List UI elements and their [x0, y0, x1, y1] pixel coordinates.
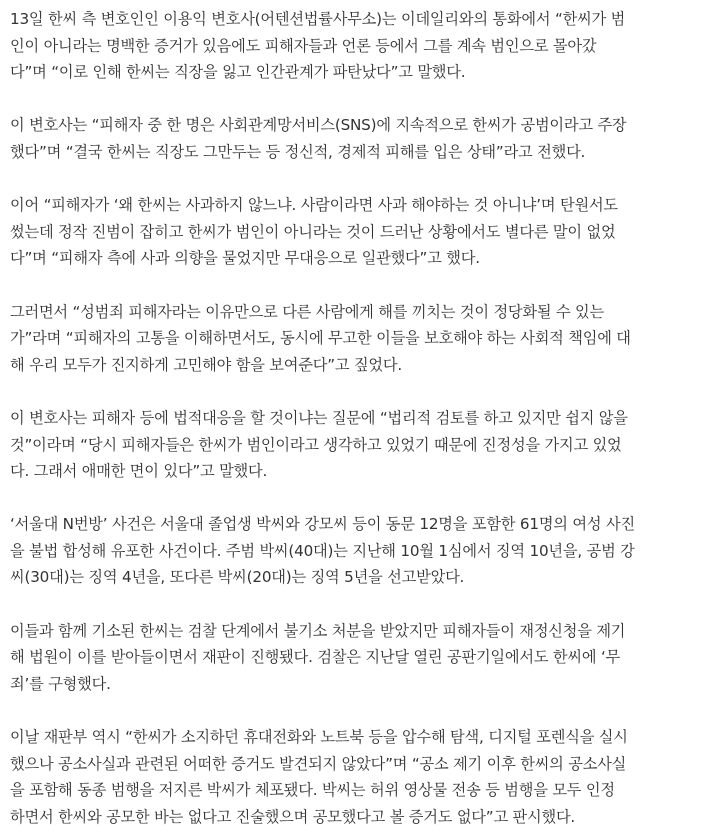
- text-line: 다”며 “피해자 측에 사과 의향을 물었지만 무대응으로 일관했다”고 했다.: [10, 249, 480, 268]
- article-paragraph: [10, 618, 712, 698]
- text-line: 그러면서 “성범죄 피해자라는 이유만으로 다른 사람에게 해를 끼치는 것이 정당화될 수 있는: [10, 302, 605, 321]
- text-line: 해 우리 모두가 진지하게 고민해야 함을 보여준다”고 짚었다.: [10, 355, 402, 374]
- text-line: 하면서 한씨와 공모한 바는 없다고 진술했으며 공모했다고 볼 증거도 없다”고 판시했다.: [10, 807, 576, 826]
- text-line: 이 변호사는 “피해자 중 한 명은 사회관계망서비스(SNS)에 지속적으로 한씨가 공범이라고 주장: [10, 116, 627, 135]
- text-line: 13일 한씨 측 변호인인 이용익 변호사(어텐션법률사무소)는 이데일리와의 통화에서 “한씨가 범: [10, 10, 626, 28]
- text-line: 을 불법 합성해 유포한 사건이다. 주범 박씨(40대)는 지난해 10월 1심에서 징역 10년을, 공범 강: [10, 541, 635, 560]
- article-paragraph: [10, 511, 712, 591]
- text-line: 이어 “피해자가 ‘왜 한씨는 사과하지 않느냐. 사람이라면 사과 해야하는 것 아니냐’며 탄원서도: [10, 196, 618, 215]
- text-line: 을 포함해 동종 범행을 저지른 박씨가 체포됐다. 박씨는 허위 영상물 전송 등 범행을 모두 인정: [10, 781, 615, 800]
- text-line: 썼는데 정작 진범이 잡히고 한씨가 범인이 아니라는 것이 드러난 상황에서도 별다른 말이 없었: [10, 222, 616, 241]
- article-paragraph: [10, 299, 712, 379]
- text-line: 것”이라며 “당시 피해자들은 한씨가 범인이라고 생각하고 있었기 때문에 진정성을 가지고 있었: [10, 435, 622, 454]
- text-line: 이날 재판부 역시 “한씨가 소지하던 휴대전화와 노트북 등을 압수해 탐색, 디지털 포렌식을 실시: [10, 728, 628, 747]
- text-line: 이들과 함께 기소된 한씨는 검찰 단계에서 불기소 처분을 받았지만 피해자들이 재정신청을 제기: [10, 621, 626, 640]
- text-line: 죄’를 구형했다.: [10, 674, 111, 693]
- text-line: ‘서울대 N번방’ 사건은 서울대 졸업생 박씨와 강모씨 등이 동문 12명을 포함한 61명의 여성 사진: [10, 515, 635, 534]
- text-line: 다”며 “이로 인해 한씨는 직장을 잃고 인간관계가 파탄났다”고 말했다.: [10, 63, 466, 82]
- article-paragraph: [10, 724, 712, 830]
- text-line: 가”라며 “피해자의 고통을 이해하면서도, 동시에 무고한 이들을 보호해야 하는 사회적 책임에 대: [10, 329, 631, 348]
- text-line: 다. 그래서 애매한 면이 있다”고 말했다.: [10, 462, 268, 481]
- text-line: 했으나 공소사실과 관련된 어떠한 증거도 발견되지 않았다”며 “공소 제기 이후 한씨의 공소사실: [10, 754, 627, 773]
- text-line: 씨(30대)는 징역 4년을, 또다른 박씨(20대)는 징역 5년을 선고받았다.: [10, 568, 465, 587]
- article-paragraph: [10, 6, 712, 86]
- text-line: 이 변호사는 피해자 등에 법적대응을 할 것이냐는 질문에 “법리적 검토를 하고 있지만 쉽지 않을: [10, 408, 628, 427]
- article-paragraph: [10, 405, 712, 485]
- text-line: 인이 아니라는 명백한 증거가 있음에도 피해자들과 언론 등에서 그를 계속 범인으로 몰아갔: [10, 36, 597, 55]
- article-paragraph: [10, 192, 712, 272]
- text-line: 했다”며 “결국 한씨는 직장도 그만두는 등 정신적, 경제적 피해를 입은 상태”라고 전했다.: [10, 142, 586, 161]
- article-paragraph: [10, 112, 712, 165]
- text-line: 해 법원이 이를 받아들이면서 재판이 진행됐다. 검찰은 지난달 열린 공판기일에서도 한씨에 ‘무: [10, 648, 621, 667]
